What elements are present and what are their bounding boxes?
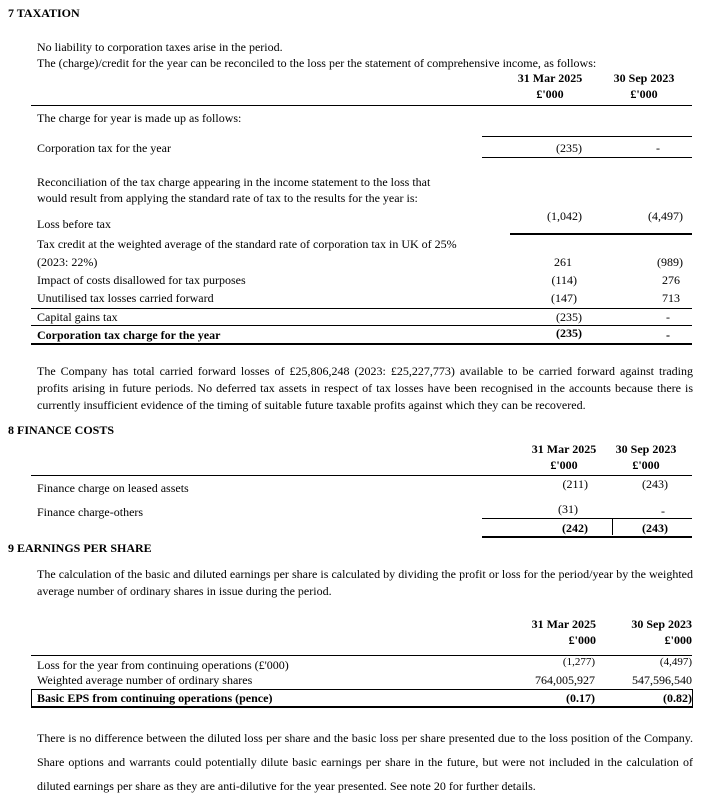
unutilised-v1: (147) <box>551 291 577 305</box>
corp-tax-label: Corporation tax for the year <box>37 141 171 155</box>
eps-shares-v1: 764,005,927 <box>535 673 595 687</box>
eps-loss-v2: (4,497) <box>659 656 692 668</box>
fin-total-divider <box>612 519 613 535</box>
eps-col1-unit: £'000 <box>568 633 596 647</box>
credit-v1: 261 <box>554 255 572 269</box>
carried-forward-paragraph: The Company has total carried forward losses of £25,806,248 (2023: £25,227,773) available to be carried forward against trading profits arising in future periods. No deferred tax assets in respect of tax losses have been recognised in the accounts because there is currently insufficient evidence of the timing of suitable future taxable profits against which they can be recovered. <box>37 364 693 412</box>
capital-top-rule <box>31 308 692 309</box>
fin-total-v2: (243) <box>642 521 668 535</box>
disallowed-v2: 276 <box>662 273 680 287</box>
capital-v1: (235) <box>556 310 582 324</box>
eps-loss-label: Loss for the year from continuing operations (£'000) <box>37 658 289 672</box>
eps-basic-label: Basic EPS from continuing operations (pence) <box>37 691 273 705</box>
disallowed-label: Impact of costs disallowed for tax purposes <box>37 273 246 287</box>
credit-line-1: Tax credit at the weighted average of the standard rate of corporation tax in UK of 25% <box>37 237 457 251</box>
eps-basic-v2: (0.82) <box>663 691 692 705</box>
finance-heading: 8 FINANCE COSTS <box>8 423 115 437</box>
fin-col2-unit: £'000 <box>632 458 660 472</box>
unutilised-v2: 713 <box>662 291 680 305</box>
others-label: Finance charge-others <box>37 505 144 519</box>
others-v2: - <box>661 504 665 518</box>
eps-loss-v1: (1,277) <box>562 656 595 668</box>
loss-before-v1: (1,042) <box>547 209 582 223</box>
loss-before-label: Loss before tax <box>37 217 111 231</box>
fin-col2-date: 30 Sep 2023 <box>615 442 677 456</box>
fin-total-top-rule <box>482 518 692 519</box>
eps-col1-date: 31 Mar 2025 <box>531 617 596 631</box>
eps-heading: 9 EARNINGS PER SHARE <box>8 541 152 555</box>
fin-col1-unit: £'000 <box>550 458 578 472</box>
fin-header-rule <box>31 475 692 476</box>
tax-total-label: Corporation tax charge for the year <box>37 328 221 342</box>
taxation-intro-1: No liability to corporation taxes arise in the period. <box>37 40 283 54</box>
eps-shares-v2: 547,596,540 <box>632 673 692 687</box>
others-v1: (31) <box>558 502 578 516</box>
eps-intro: The calculation of the basic and diluted earnings per share is calculated by dividing the profit or loss for the period/year by the weighted average number of ordinary shares in issue during the period. <box>37 567 693 598</box>
credit-label: (2023: 22%) <box>37 255 98 269</box>
capital-v2: - <box>666 310 670 324</box>
eps-basic-v1: (0.17) <box>566 691 595 705</box>
loss-before-v2: (4,497) <box>648 209 683 223</box>
fin-col1-date: 31 Mar 2025 <box>531 442 597 456</box>
tax-col1-unit: £'000 <box>536 87 564 101</box>
corp-tax-v2: - <box>656 141 660 155</box>
fin-total-rule <box>482 536 692 538</box>
tax-made-up-label: The charge for year is made up as follows: <box>37 111 242 125</box>
eps-basic-rule <box>31 706 693 708</box>
eps-col2-unit: £'000 <box>664 633 692 647</box>
eps-shares-label: Weighted average number of ordinary shares <box>37 673 253 687</box>
eps-basic-top-rule <box>31 689 692 690</box>
corp-tax-top-rule <box>482 136 692 137</box>
tax-col2-unit: £'000 <box>630 87 658 101</box>
tax-total-v1: (235) <box>556 326 582 340</box>
eps-basic-right-border <box>692 689 693 707</box>
disallowed-v1: (114) <box>551 273 577 287</box>
taxation-heading: 7 TAXATION <box>8 6 80 20</box>
recon-line-1: Reconciliation of the tax charge appearing in the income statement to the loss that <box>37 175 431 189</box>
recon-line-2: would result from applying the standard rate of tax to the results for the year is: <box>37 191 418 205</box>
capital-label: Capital gains tax <box>37 310 118 324</box>
tax-col1-date: 31 Mar 2025 <box>517 71 583 85</box>
total-top-rule <box>31 325 692 326</box>
eps-dilution-paragraph: There is no difference between the diluted loss per share and the basic loss per share presented due to the loss position of the Company. Share options and warrants could potentially dilute basic earnings per share in the future, but were not included in the calculation of diluted earnings per share as they are anti-dilutive for the year presented. See note 20 for further details. <box>37 731 693 793</box>
corp-tax-bottom-rule <box>482 157 692 158</box>
unutilised-label: Unutilised tax losses carried forward <box>37 291 214 305</box>
tax-col2-date: 30 Sep 2023 <box>613 71 675 85</box>
fin-total-v1: (242) <box>562 521 588 535</box>
tax-header-rule <box>31 105 692 106</box>
tax-total-v2: - <box>666 328 670 342</box>
taxation-intro-2: The (charge)/credit for the year can be reconciled to the loss per the statement of comprehensive income, as follows: <box>37 56 597 70</box>
leased-label: Finance charge on leased assets <box>37 481 189 495</box>
leased-v2: (243) <box>642 477 668 491</box>
eps-col2-date: 30 Sep 2023 <box>631 617 692 631</box>
leased-v1: (211) <box>562 477 588 491</box>
tax-total-rule <box>31 343 692 345</box>
eps-basic-left-border <box>31 689 32 707</box>
corp-tax-v1: (235) <box>556 141 582 155</box>
credit-v2: (989) <box>657 255 683 269</box>
loss-before-rule <box>510 233 692 235</box>
